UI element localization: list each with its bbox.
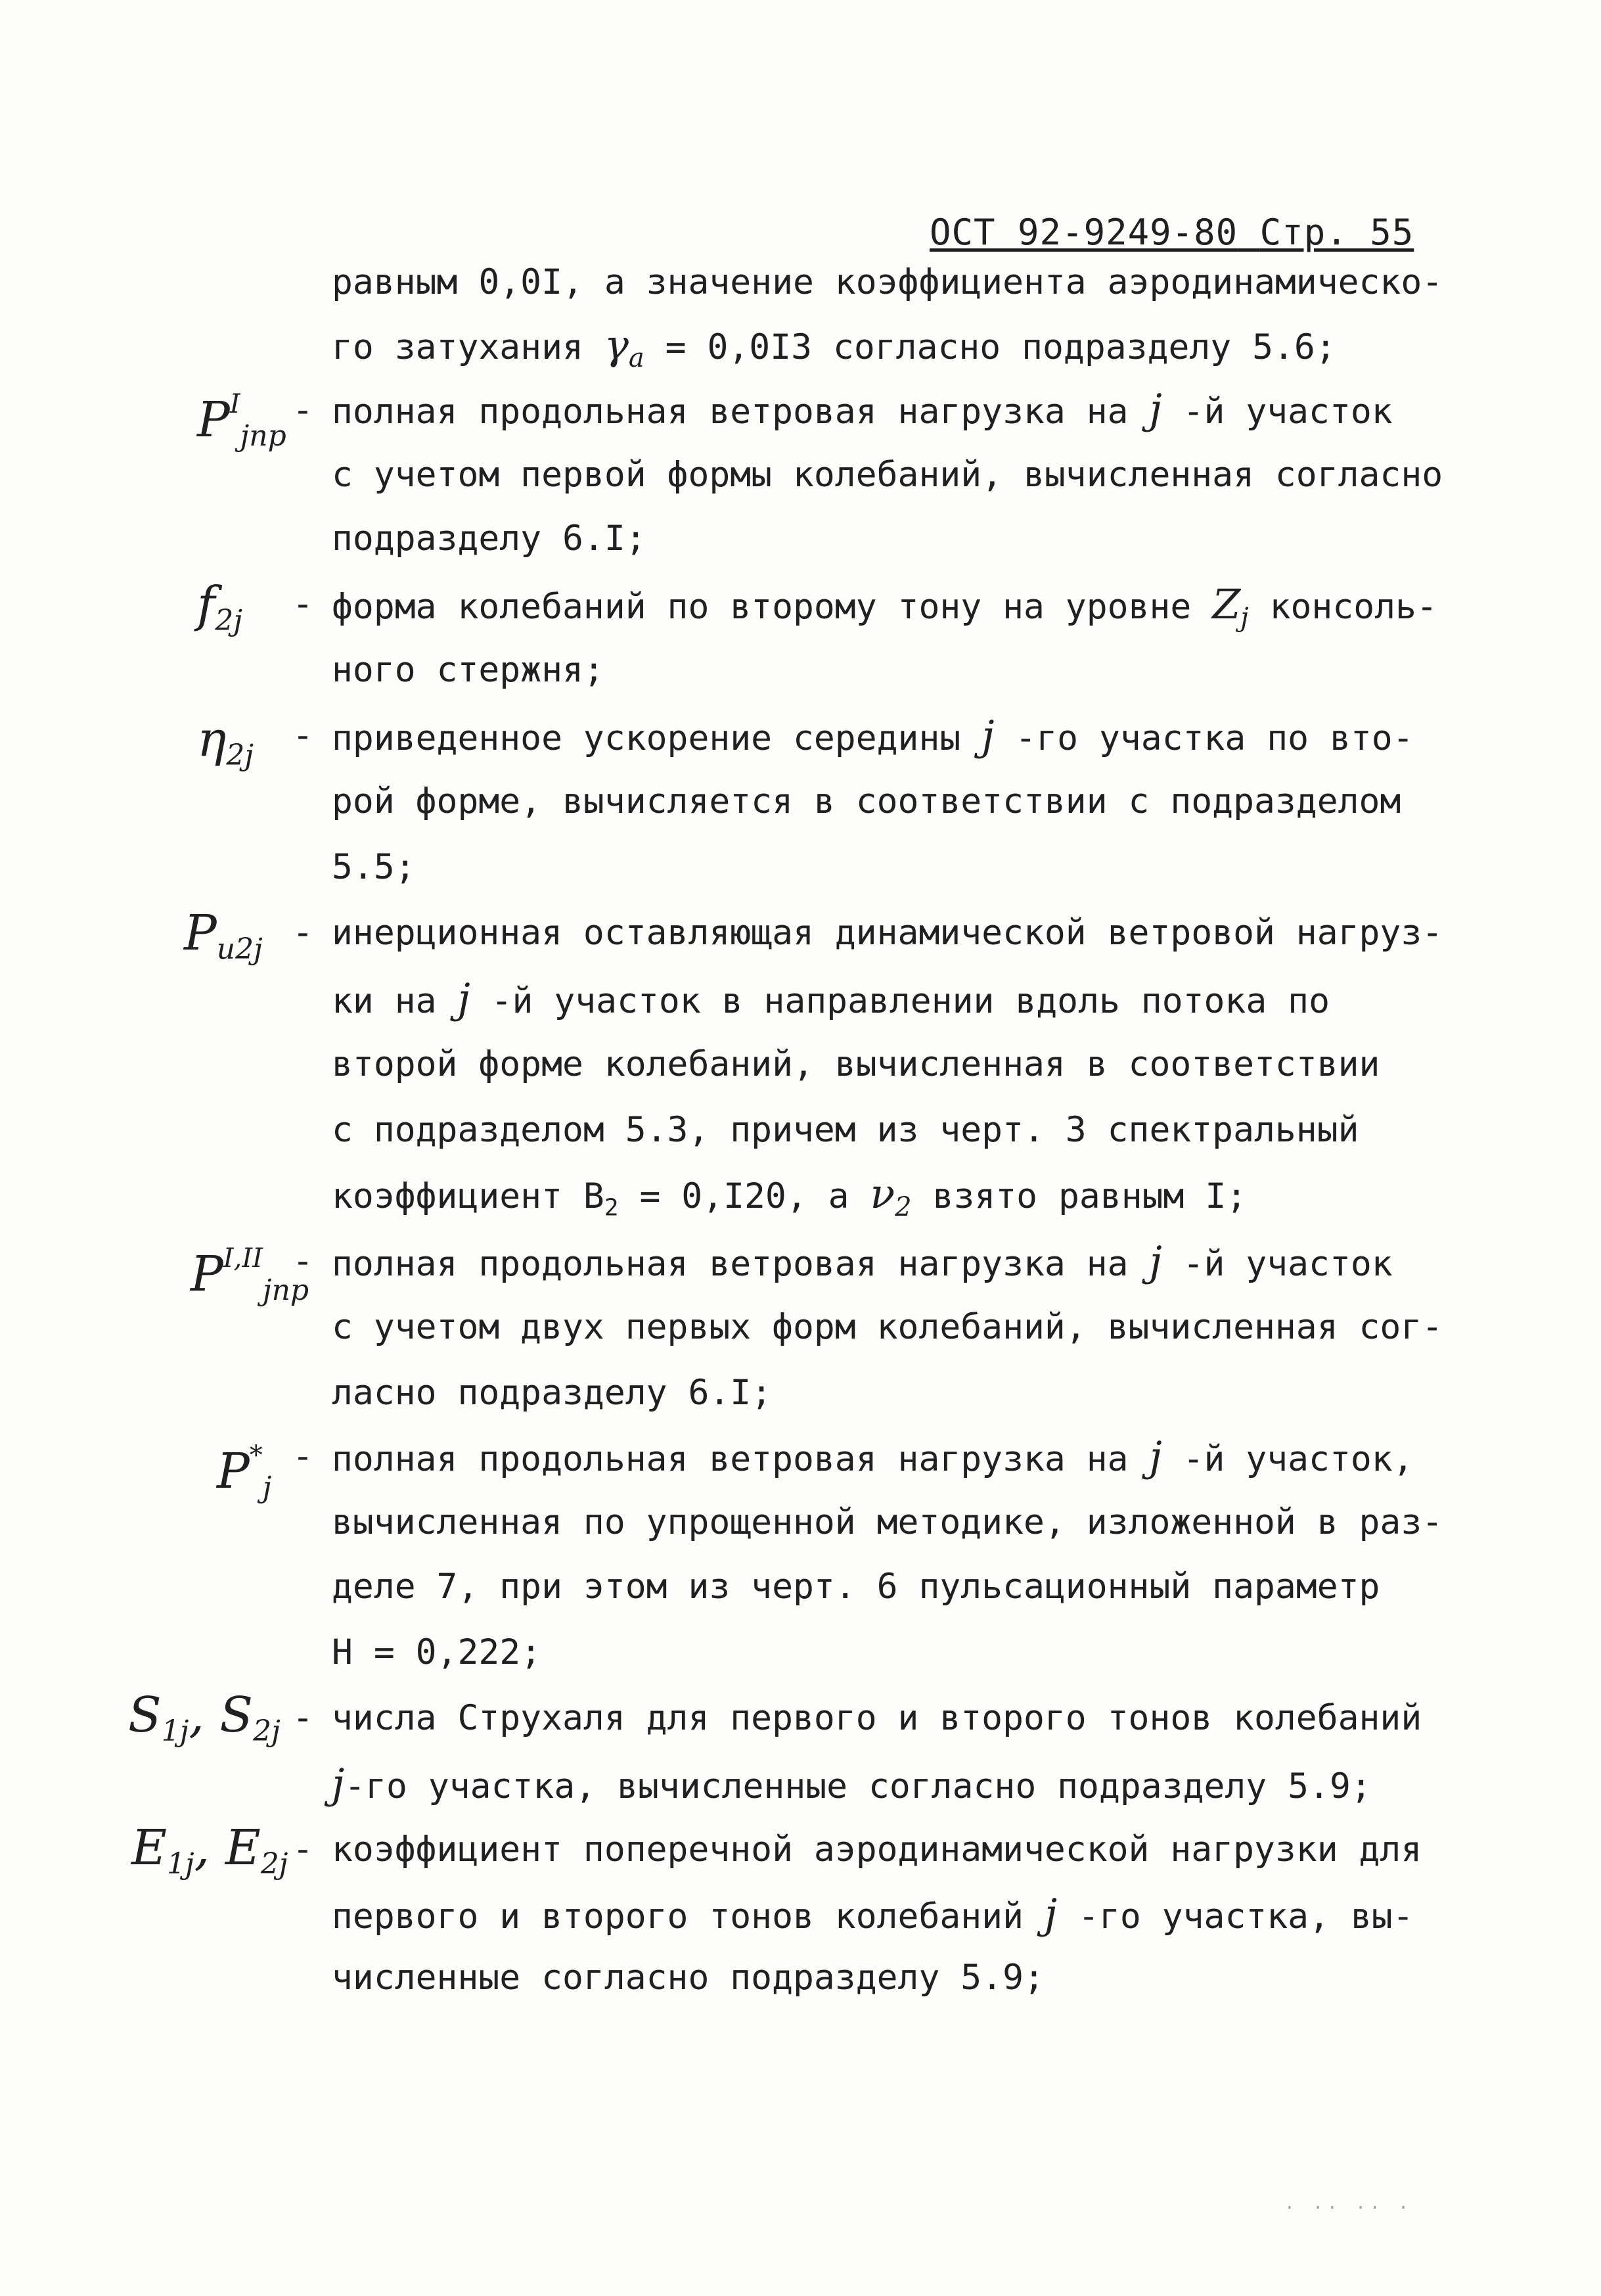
definition-line: второй форме колебаний, вычисленная в соответствии: [332, 1044, 1380, 1084]
definition-line: подразделу 6.I;: [332, 518, 646, 559]
intro-line-1: равным 0,0I, а значение коэффициента аэродинамическо-: [332, 262, 1443, 302]
definition-line: ки на j -й участок в направлении вдоль потока по: [332, 975, 1330, 1022]
definition-line: форма колебаний по второму тону на уровне $Z_j$ консоль-: [332, 580, 1437, 633]
definition-line: 5.5;: [332, 847, 416, 887]
page-header: [930, 212, 1414, 253]
definition-line: приведенное ускорение середины j -го участка по вто-: [332, 712, 1414, 760]
symbol-p-j-star: $P^*_j$: [217, 1440, 272, 1504]
definition-dash: -: [292, 716, 313, 756]
definition-line: полная продольная ветровая нагрузка на j -й участок,: [332, 1433, 1414, 1481]
definition-line: с подразделом 5.3, причем из черт. 3 спектральный: [332, 1110, 1359, 1150]
definition-dash: -: [292, 913, 313, 953]
definition-dash: -: [292, 1241, 313, 1281]
symbol-s1j-s2j: $S_{1j}$, $S_{2j}$: [128, 1687, 281, 1748]
definition-line: вычисленная по упрощенной методике, изложенной в раз-: [332, 1502, 1443, 1542]
definition-dash: -: [292, 1829, 313, 1870]
document-code: ОСТ 92-9249-80: [930, 212, 1238, 253]
definition-dash: -: [292, 390, 313, 430]
symbol-p-u2j: $P_{u2j}$: [184, 905, 263, 966]
gamma-symbol: $\gamma_a$: [604, 321, 644, 373]
definition-line: коэффициент поперечной аэродинамической нагрузки для: [332, 1829, 1422, 1870]
definition-line: с учетом двух первых форм колебаний, вычисленная сог-: [332, 1307, 1443, 1347]
intro-line-2: го затухания $\gamma_a = 0,0I3$ согласно подразделу 5.6;: [332, 321, 1336, 373]
symbol-eta-2j: $\eta_{2j}$: [197, 711, 254, 772]
definition-line: j-го участка, вычисленные согласно подразделу 5.9;: [332, 1760, 1372, 1808]
definition-line: инерционная оставляющая динамической ветровой нагруз-: [332, 913, 1443, 953]
definition-line: ного стержня;: [332, 650, 604, 690]
definition-line: числа Струхаля для первого и второго тонов колебаний: [332, 1698, 1422, 1738]
symbol-p-jpr-i-ii: $P^{I,II}_{jпр}$: [191, 1243, 309, 1307]
definition-dash: -: [292, 1436, 313, 1477]
definition-line: деле 7, при этом из черт. 6 пульсационный параметр: [332, 1567, 1380, 1607]
definition-line: первого и второго тонов колебаний j -го участка, вы-: [332, 1890, 1414, 1938]
definition-line: ласно подразделу 6.I;: [332, 1373, 773, 1413]
definition-line: полная продольная ветровая нагрузка на j -й участок: [332, 1237, 1393, 1285]
symbol-e1j-e2j: $E_{1j}$, $E_{2j}$: [131, 1820, 288, 1881]
definition-line: H = 0,222;: [332, 1632, 542, 1672]
definition-dash: -: [292, 1698, 313, 1738]
definition-line: численные согласно подразделу 5.9;: [332, 1958, 1045, 1998]
definition-line: рой форме, вычисляется в соответствии с подразделом: [332, 781, 1401, 821]
symbol-p-jpr-i: $P^I_{jпр}$: [197, 389, 286, 453]
symbol-f-2j: $f_{2j}$: [197, 576, 243, 637]
definition-line: коэффициент $B_2 = 0,I20$, а $\nu_2$ взято равным I;: [332, 1170, 1248, 1222]
scan-artifact: · ·· ·· ·: [1284, 2198, 1412, 2218]
definition-dash: -: [292, 584, 313, 624]
page-number: Стр. 55: [1259, 212, 1414, 253]
definition-line: с учетом первой формы колебаний, вычисленная согласно: [332, 455, 1443, 495]
definition-line: полная продольная ветровая нагрузка на j -й участок: [332, 385, 1393, 433]
